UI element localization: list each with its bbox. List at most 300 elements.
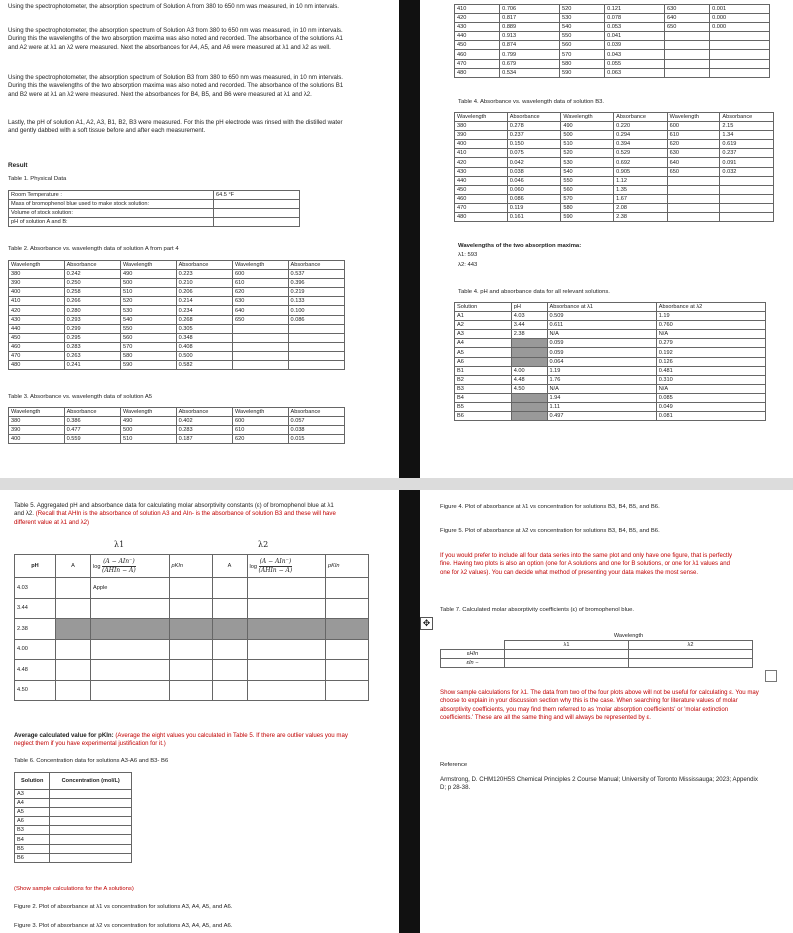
table-cell: 390 — [455, 131, 508, 140]
reference-text: Armstrong, D. CHM120H5S Chemical Principles 2 Course Manual; University of Toronto Mississauga; 2023; Appendix D; p 28-38. — [440, 776, 758, 792]
table-row — [455, 339, 766, 348]
solution-label: A5 — [15, 808, 50, 817]
table-cell — [667, 176, 720, 185]
log-label: log — [249, 563, 257, 570]
table-cell: 390 — [9, 279, 65, 288]
table-cell[interactable] — [56, 598, 91, 619]
table-cell: 0.053 — [605, 23, 665, 32]
table-cell — [720, 176, 774, 185]
table5-caption: Table 5. Aggregated pH and absorbance data for calculating molar absorptivity constants (ε) of bromophenol blue at λ1 and λ2. (Recall that AHIn is the absorbance of solution A3 and AIn- is the absorbance of solution B3 and these will have different value at λ1 and λ2) — [14, 502, 336, 526]
table-cell: 530 — [559, 14, 604, 23]
table-cell[interactable] — [169, 660, 212, 681]
table-cell: Volume of stock solution: — [9, 209, 214, 218]
move-handle-icon[interactable]: ✥ — [420, 617, 433, 630]
table-cell — [667, 194, 720, 203]
table-cell: 410 — [455, 149, 508, 158]
table-row — [15, 639, 369, 660]
ratio-denominator: (AHIn − A) — [102, 566, 136, 574]
table-row — [455, 14, 770, 23]
table-cell[interactable] — [247, 578, 326, 599]
table-cell: 0.500 — [176, 351, 232, 360]
table-row — [15, 844, 132, 853]
table-cell: 4.48 — [511, 375, 547, 384]
table-cell[interactable] — [91, 619, 170, 640]
column-header: Wavelength — [120, 408, 176, 417]
table-row — [455, 149, 774, 158]
table-cell: 420 — [455, 158, 508, 167]
procedure-paragraph-4: Lastly, the pH of solution A1, A2, A3, B1, B2, B3 were measured. For this the pH electrode was rinsed with the distilled water and gently dabbed with a soft tissue before and after each measurement. — [8, 119, 343, 135]
table-cell — [664, 68, 709, 77]
table-cell: B1 — [455, 366, 512, 375]
table-cell: 2.38 — [511, 330, 547, 339]
table-cell: 0.064 — [547, 357, 656, 366]
table-cell[interactable] — [212, 660, 247, 681]
table-cell: 0.121 — [605, 5, 665, 14]
table-cell[interactable] — [169, 578, 212, 599]
table-cell: 0.060 — [507, 185, 561, 194]
table-cell: 450 — [9, 333, 65, 342]
header-row — [455, 113, 774, 122]
table-cell: 400 — [455, 140, 508, 149]
table-cell[interactable] — [326, 598, 369, 619]
table-cell: 0.619 — [720, 140, 774, 149]
table-cell: 640 — [232, 306, 288, 315]
table-cell[interactable] — [56, 578, 91, 599]
table-cell: 600 — [232, 270, 288, 279]
table-cell: 0.295 — [64, 333, 120, 342]
table-cell: 0.537 — [288, 270, 344, 279]
table-cell: 0.874 — [500, 41, 560, 50]
table-cell — [511, 339, 547, 348]
table7-caption: Table 7. Calculated molar absorptivity coefficients (ε) of bromophenol blue. — [440, 607, 635, 613]
table-cell[interactable] — [326, 639, 369, 660]
table-row — [9, 279, 345, 288]
column-header: Concentration (mol/L) — [50, 773, 132, 790]
table-cell: 0.063 — [605, 68, 665, 77]
t7-wavelength-header: Wavelength — [613, 633, 644, 640]
table-cell: 2.15 — [720, 122, 774, 131]
table-cell[interactable] — [212, 680, 247, 701]
column-header: Wavelength — [561, 113, 614, 122]
table-cell[interactable] — [326, 578, 369, 599]
header-row — [9, 408, 345, 417]
table-cell: 560 — [559, 41, 604, 50]
table-row — [455, 393, 766, 402]
table-cell[interactable] — [91, 660, 170, 681]
table-cell: 490 — [120, 417, 176, 426]
table-cell: 510 — [561, 140, 614, 149]
procedure-paragraph-2: Using the spectrophotometer, the absorption spectrum of Solution A3 from 380 to 650 nm was measured, in 10 nm intervals. During this the wavelengths of the two absorption maxima was also noted and recorded. The absorbance of the solutions A1 and A2 were at λ1 an λ2 were measured. Next the absorbances for A4, A5, and A6 were measured at λ1 and λ2 as well. — [8, 27, 343, 51]
table-cell: 0.000 — [710, 14, 770, 23]
table-cell[interactable] — [169, 680, 212, 701]
table-cell: 380 — [455, 122, 508, 131]
table-cell — [232, 324, 288, 333]
page-4 — [420, 490, 793, 933]
ph-header: pH — [15, 555, 56, 578]
table5-lambda2: λ2 — [258, 540, 269, 549]
concentration-cell[interactable] — [50, 844, 132, 853]
table-cell[interactable] — [247, 639, 326, 660]
table-cell: 640 — [664, 14, 709, 23]
figure-2-caption: Figure 2. Plot of absorbance at λ1 vs concentration for solutions A3, A4, A5, and A6. — [14, 904, 233, 910]
table-cell[interactable] — [214, 218, 300, 227]
table-cell: 0.223 — [176, 270, 232, 279]
table-row — [9, 270, 345, 279]
table-cell: 650 — [232, 315, 288, 324]
table-cell: 580 — [559, 59, 604, 68]
t7-corner — [441, 632, 505, 641]
table-cell: 2.38 — [614, 213, 668, 222]
table-row — [15, 826, 132, 835]
table-cell: 580 — [120, 351, 176, 360]
t7-cell[interactable] — [629, 659, 753, 668]
table-cell: 650 — [664, 23, 709, 32]
table-cell[interactable] — [212, 619, 247, 640]
table-cell: 500 — [120, 426, 176, 435]
table-cell: 0.283 — [64, 342, 120, 351]
table-cell: 510 — [120, 288, 176, 297]
table-cell: 450 — [455, 41, 500, 50]
table-row — [15, 790, 132, 799]
solution-label: A3 — [15, 790, 50, 799]
table-cell: 460 — [9, 342, 65, 351]
column-header: Absorbance — [64, 408, 120, 417]
table-row — [455, 158, 774, 167]
table-cell: 0.237 — [720, 149, 774, 158]
lambda1-value: λ1: 593 — [458, 252, 478, 258]
column-header: Wavelength — [455, 113, 508, 122]
table-cell: 580 — [561, 203, 614, 212]
table-cell: 1.76 — [547, 375, 656, 384]
table-cell[interactable] — [247, 598, 326, 619]
reference-heading: Reference — [440, 762, 468, 768]
table-cell: 1.12 — [614, 176, 668, 185]
table-cell[interactable] — [56, 619, 91, 640]
table-cell: 2.08 — [614, 203, 668, 212]
table-cell: 0.529 — [614, 149, 668, 158]
table-row — [9, 417, 345, 426]
table-row — [9, 315, 345, 324]
table-cell: 0.150 — [507, 140, 561, 149]
table-cell: 440 — [455, 176, 508, 185]
column-header: Absorbance at λ2 — [656, 303, 765, 312]
table-cell: 410 — [455, 5, 500, 14]
table-cell — [664, 32, 709, 41]
table-cell: 620 — [232, 435, 288, 444]
table-cell — [720, 185, 774, 194]
table-row — [15, 660, 369, 681]
page-gap — [0, 478, 793, 490]
solution-label: B5 — [15, 844, 50, 853]
table-cell[interactable]: 64.5 °F — [214, 191, 300, 200]
column-header: Absorbance — [64, 261, 120, 270]
checkbox-icon[interactable] — [765, 670, 777, 682]
table-cell: 470 — [455, 59, 500, 68]
average-pkin-line: Average calculated value for pKIn: (Average the eight values you calculated in Table 5. If there are outlier values you may neglect them if you have experimental justification for it.) — [14, 732, 348, 748]
table-cell: 430 — [455, 23, 500, 32]
table-cell: 480 — [455, 213, 508, 222]
table-cell: 0.534 — [500, 68, 560, 77]
table-cell: 0.706 — [500, 5, 560, 14]
figure-5-caption: Figure 5. Plot of absorbance at λ2 vs concentration for solutions B3, B4, B5, and B6. — [440, 528, 660, 534]
table-cell[interactable] — [169, 639, 212, 660]
table-cell: 0.161 — [507, 213, 561, 222]
table-cell[interactable] — [247, 680, 326, 701]
table-cell: 0.310 — [656, 375, 765, 384]
table-cell: 0.237 — [507, 131, 561, 140]
table-cell — [710, 59, 770, 68]
table-cell: N/A — [656, 330, 765, 339]
table-cell: 0.043 — [605, 50, 665, 59]
column-header: Wavelength — [120, 261, 176, 270]
table-cell: 0.294 — [614, 131, 668, 140]
table-cell: 0.293 — [64, 315, 120, 324]
concentration-cell[interactable] — [50, 808, 132, 817]
table-cell: 0.913 — [500, 32, 560, 41]
table-cell: 550 — [559, 32, 604, 41]
table-cell: 0.760 — [656, 321, 765, 330]
table-cell: 0.582 — [176, 361, 232, 370]
table-cell: 0.497 — [547, 412, 656, 421]
table-cell[interactable] — [56, 680, 91, 701]
table-cell: 0.187 — [176, 435, 232, 444]
table-cell: 0.086 — [288, 315, 344, 324]
table-cell: 400 — [9, 435, 65, 444]
table-cell: 650 — [667, 167, 720, 176]
table-cell: 610 — [667, 131, 720, 140]
concentration-cell[interactable] — [50, 853, 132, 862]
table4b-caption: Table 4. pH and absorbance data for all relevant solutions. — [458, 289, 610, 295]
ph-value: 3.44 — [15, 598, 56, 619]
column-header: Wavelength — [232, 408, 288, 417]
table-row — [455, 5, 770, 14]
table-cell: pH of solution A and B: — [9, 218, 214, 227]
table-cell: 590 — [120, 361, 176, 370]
table5-lambda1: λ1 — [114, 540, 125, 549]
table-cell: 0.049 — [656, 403, 765, 412]
table-cell: 0.250 — [64, 279, 120, 288]
table-row — [9, 218, 300, 227]
table-cell: 0.889 — [500, 23, 560, 32]
t7-lambda1: λ1 — [505, 641, 629, 650]
table-cell[interactable] — [214, 200, 300, 209]
table-cell: 0.905 — [614, 167, 668, 176]
table-cell: 0.000 — [710, 23, 770, 32]
table-cell: 630 — [232, 297, 288, 306]
table-cell: 460 — [455, 194, 508, 203]
table-cell[interactable] — [212, 598, 247, 619]
table2-caption: Table 2. Absorbance vs. wavelength data of solution A from part 4 — [8, 246, 179, 252]
table-row — [9, 324, 345, 333]
t7-cell[interactable] — [505, 650, 629, 659]
table-row — [455, 131, 774, 140]
table-cell: A1 — [455, 312, 512, 321]
table-cell[interactable] — [56, 639, 91, 660]
table-cell: 0.210 — [176, 279, 232, 288]
table-cell[interactable] — [91, 598, 170, 619]
column-header: Absorbance — [507, 113, 561, 122]
physical-data-table — [8, 190, 300, 227]
table-cell — [710, 50, 770, 59]
table-cell: 630 — [664, 5, 709, 14]
table-cell: 590 — [559, 68, 604, 77]
table-cell — [667, 213, 720, 222]
solution-label: A4 — [15, 799, 50, 808]
table-cell: A2 — [455, 321, 512, 330]
table-cell — [664, 59, 709, 68]
table-cell[interactable] — [326, 619, 369, 640]
table3-caption: Table 3. Absorbance vs. wavelength data of solution A5 — [8, 394, 153, 400]
table-cell: 0.679 — [500, 59, 560, 68]
procedure-paragraph-3: Using the spectrophotometer, the absorption spectrum of Solution B3 from 380 to 650 nm was measured, in 10 nm intervals. During this the wavelengths of the two absorption maxima was also noted and recorded. The absorbance of the solutions B1 and B2 were at λ1 an λ2 were measured. Next the absorbances for B4, B5, and B6 were measured at λ1 and λ2. — [8, 74, 344, 98]
table-cell — [511, 393, 547, 402]
ph-value: 4.48 — [15, 660, 56, 681]
table-cell: 0.001 — [710, 5, 770, 14]
table-cell — [710, 41, 770, 50]
result-heading: Result — [8, 162, 28, 169]
table-cell[interactable] — [169, 598, 212, 619]
table-cell: 630 — [667, 149, 720, 158]
table-row — [455, 330, 766, 339]
table-row — [9, 351, 345, 360]
table-cell[interactable]: Apple — [91, 578, 170, 599]
table-row — [15, 619, 369, 640]
table-row — [455, 203, 774, 212]
pkin-header: pKIn — [169, 555, 212, 578]
table-cell: 0.220 — [614, 122, 668, 131]
table-cell — [664, 50, 709, 59]
table-cell[interactable] — [212, 639, 247, 660]
column-header: Wavelength — [232, 261, 288, 270]
table-cell[interactable] — [212, 578, 247, 599]
table-cell — [288, 342, 344, 351]
table-cell: 0.075 — [507, 149, 561, 158]
table-cell: 480 — [455, 68, 500, 77]
table-cell: 0.305 — [176, 324, 232, 333]
table-cell[interactable] — [91, 639, 170, 660]
table-cell: 530 — [120, 306, 176, 315]
table-cell: 0.214 — [176, 297, 232, 306]
table-cell: 4.00 — [511, 366, 547, 375]
table-cell[interactable] — [326, 680, 369, 701]
table-cell: A3 — [455, 330, 512, 339]
table-row — [9, 209, 300, 218]
table-cell: 0.394 — [614, 140, 668, 149]
table-cell: 550 — [561, 176, 614, 185]
column-header: Absorbance — [288, 261, 344, 270]
table-row — [455, 68, 770, 77]
table-cell: B6 — [455, 412, 512, 421]
table-cell — [232, 361, 288, 370]
column-header: Solution — [15, 773, 50, 790]
concentration-cell[interactable] — [50, 799, 132, 808]
table-row — [15, 578, 369, 599]
table-cell: 440 — [455, 32, 500, 41]
table-cell — [511, 357, 547, 366]
table4-caption: Table 4. Absorbance vs. wavelength data of solution B3. — [458, 99, 605, 105]
table-cell: 620 — [232, 288, 288, 297]
table-cell: 560 — [120, 333, 176, 342]
table-row — [455, 122, 774, 131]
table-cell: 0.042 — [507, 158, 561, 167]
table-cell: 0.559 — [64, 435, 120, 444]
ratio-numerator: (A − AIn⁻) — [103, 557, 135, 565]
molar-absorptivity-table — [440, 632, 753, 668]
table-row — [455, 375, 766, 384]
ratio-denominator: (AHIn − A) — [258, 566, 293, 574]
table-cell: 0.057 — [288, 417, 344, 426]
table-cell: 640 — [667, 158, 720, 167]
table-row — [9, 200, 300, 209]
table-cell[interactable] — [56, 660, 91, 681]
table-row — [455, 50, 770, 59]
header-row — [9, 261, 345, 270]
table-cell[interactable] — [169, 619, 212, 640]
column-header: Absorbance at λ1 — [547, 303, 656, 312]
table-cell: 0.408 — [176, 342, 232, 351]
concentration-cell[interactable] — [50, 826, 132, 835]
table-cell: 3.44 — [511, 321, 547, 330]
concentration-cell[interactable] — [50, 835, 132, 844]
table-cell[interactable] — [247, 660, 326, 681]
table-cell: 0.078 — [605, 14, 665, 23]
table-row — [455, 176, 774, 185]
table-cell: 0.234 — [176, 306, 232, 315]
table-cell — [720, 203, 774, 212]
table-row — [15, 808, 132, 817]
table-cell: 540 — [561, 167, 614, 176]
page-3 — [0, 490, 399, 933]
table-cell[interactable] — [247, 619, 326, 640]
table-cell: 420 — [9, 306, 65, 315]
table-cell: 590 — [561, 213, 614, 222]
table-cell — [288, 324, 344, 333]
table-cell: 550 — [120, 324, 176, 333]
a-header: A — [212, 555, 247, 578]
table-cell: 0.283 — [176, 426, 232, 435]
table-row — [455, 384, 766, 393]
table-cell: 600 — [232, 417, 288, 426]
column-header: Absorbance — [176, 408, 232, 417]
table-cell: 0.386 — [64, 417, 120, 426]
concentration-cell[interactable] — [50, 817, 132, 826]
table-cell: 0.041 — [605, 32, 665, 41]
table-cell[interactable] — [91, 680, 170, 701]
table-cell[interactable] — [326, 660, 369, 681]
concentration-cell[interactable] — [50, 790, 132, 799]
table-cell: 0.263 — [64, 351, 120, 360]
sample-calculation-note: Show sample calculations for λ1. The data from two of the four plots above will not be useful for calculating ε. You may choose to explain in your discussion section why this is the case. When searching for literature values of molar absorptivity coefficients, you may find them referred to as 'molar absorption coefficients' or 'molar extinction coefficients.' These are all the same thing and will always be represented by ε. — [440, 689, 759, 722]
table-cell — [511, 403, 547, 412]
table-cell: B5 — [455, 403, 512, 412]
t7-cell[interactable] — [505, 659, 629, 668]
table-cell — [720, 194, 774, 203]
table-cell: 0.242 — [64, 270, 120, 279]
table-cell: 1.19 — [656, 312, 765, 321]
table-row — [455, 348, 766, 357]
solution-b3-table — [454, 112, 774, 222]
table-row — [9, 361, 345, 370]
table-cell[interactable] — [214, 209, 300, 218]
t7-cell[interactable] — [629, 650, 753, 659]
table-cell: 380 — [9, 417, 65, 426]
log-label: log — [93, 563, 101, 570]
table-row — [9, 342, 345, 351]
table-cell: 0.126 — [656, 357, 765, 366]
t7-ehin: εHIn — [441, 650, 505, 659]
table-cell: 490 — [561, 122, 614, 131]
table-cell: 600 — [667, 122, 720, 131]
